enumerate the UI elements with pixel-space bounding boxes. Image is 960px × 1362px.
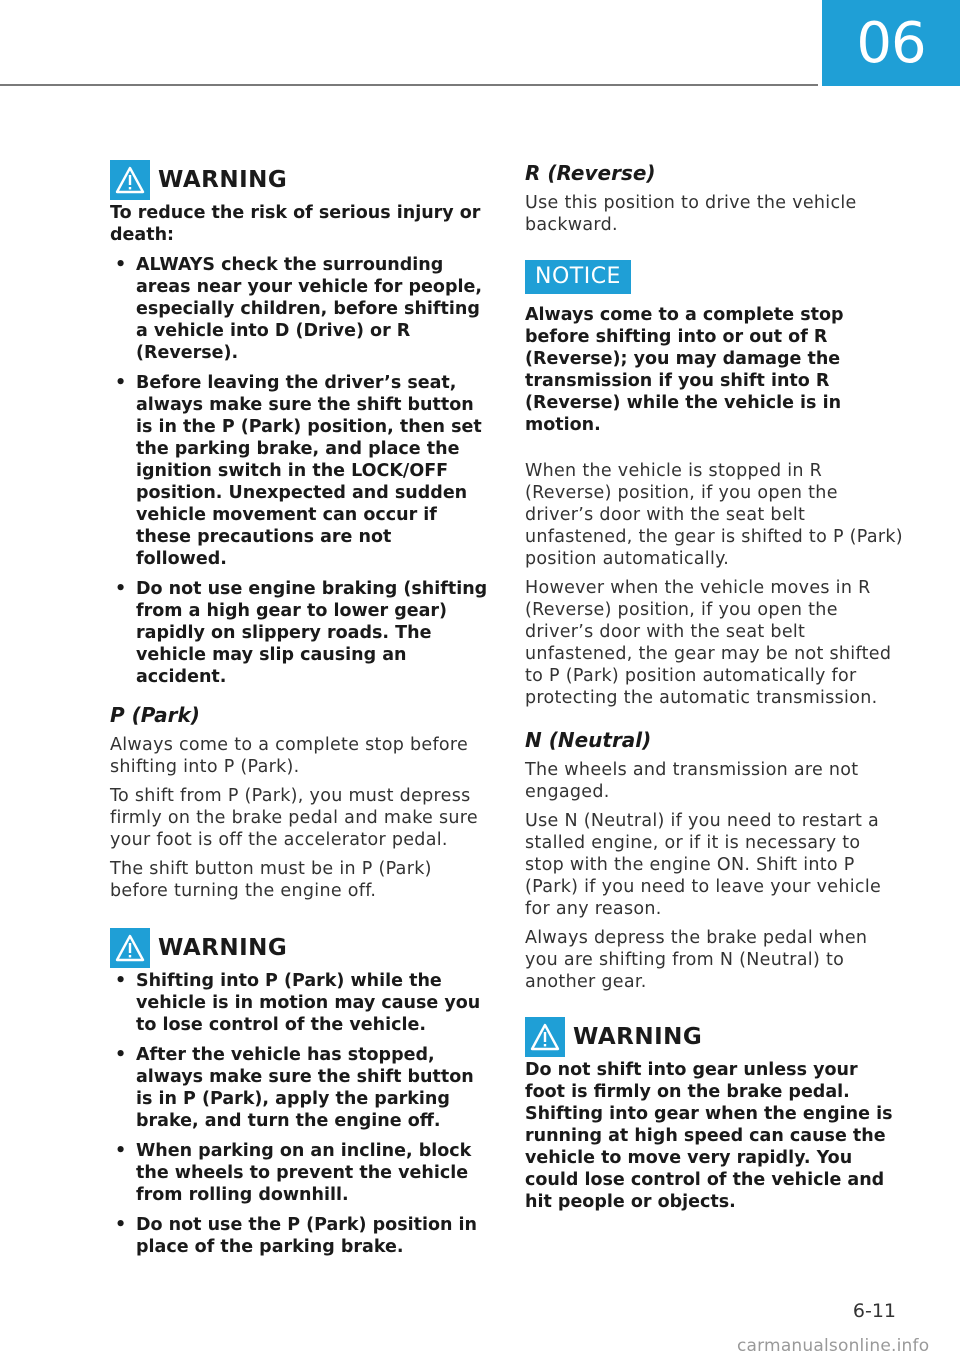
warning-bullet: • Before leaving the driver’s seat, always make sure the shift button is in the P (Park) position, then set the parking brake, and place the ignition switch in the LOCK/OFF position. Unexpected and sudden vehicle movement can occur if these precautions are not followed. [110, 372, 488, 570]
reverse-paragraph: However when the vehicle moves in R (Reverse) position, if you open the driver’s door with the seat belt unfastened, the gear may be not shifted to P (Park) position automatically for protecting the automatic transmission. [525, 578, 892, 708]
warning-header [110, 928, 488, 968]
left-column [110, 160, 488, 1266]
warning-bullets [110, 254, 488, 688]
page-number: 6-11 [852, 1300, 896, 1322]
section-title-neutral: N (Neutral) [525, 728, 652, 752]
warning-bullet: • Do not use engine braking (shifting from a high gear to lower gear) rapidly on slippery roads. The vehicle may slip causing an accident. [110, 578, 488, 688]
notice-box [525, 260, 903, 436]
section-title-park: P (Park) [110, 703, 200, 727]
right-column [525, 160, 903, 1213]
notice-label: NOTICE [525, 260, 631, 294]
warning-bullet: • When parking on an incline, block the wheels to prevent the vehicle from rolling downhill. [110, 1140, 488, 1206]
warning-text: Do not shift into gear unless your foot is firmly on the brake pedal. Shifting into gear when the engine is running at high speed can cause the vehicle to move very rapidly. You could lose control of the vehicle and hit people or objects. [525, 1060, 893, 1212]
warning-header [525, 1017, 903, 1057]
reverse-details [525, 460, 903, 709]
warning-bullet: • After the vehicle has stopped, always make sure the shift button is in P (Park), apply the parking brake, and turn the engine off. [110, 1044, 488, 1132]
warning-bullets [110, 970, 488, 1258]
warning-body [110, 970, 488, 1258]
warning-box-2 [110, 928, 488, 1258]
warning-bullet: • ALWAYS check the surrounding areas near your vehicle for people, especially children, before shifting a vehicle into D (Drive) or R (Reverse). [110, 254, 488, 364]
warning-title: WARNING [158, 935, 288, 961]
warning-bullet: • Shifting into P (Park) while the vehicle is in motion may cause you to lose control of the vehicle. [110, 970, 488, 1036]
reverse-paragraph: Use this position to drive the vehicle backward. [525, 193, 857, 235]
warning-title: WARNING [573, 1024, 703, 1050]
neutral-section [525, 727, 903, 993]
warning-title: WARNING [158, 167, 288, 193]
neutral-paragraph: The wheels and transmission are not engaged. [525, 760, 859, 802]
park-paragraph: The shift button must be in P (Park) before turning the engine off. [110, 859, 432, 901]
warning-header [110, 160, 488, 200]
watermark: carmanualsonline.info [737, 1336, 930, 1356]
park-paragraph: Always come to a complete stop before shifting into P (Park). [110, 735, 469, 777]
warning-triangle-icon [525, 1017, 565, 1057]
warning-intro: To reduce the risk of serious injury or death: [110, 203, 481, 245]
warning-triangle-icon [110, 160, 150, 200]
neutral-paragraph: Always depress the brake pedal when you are shifting from N (Neutral) to another gear. [525, 928, 868, 992]
chapter-tab: 06 [822, 0, 960, 86]
neutral-paragraph: Use N (Neutral) if you need to restart a stalled engine, or if it is necessary to stop with the engine ON. Shift into P (Park) if you need to leave your vehicle for any reason. [525, 811, 882, 919]
notice-text: Always come to a complete stop before shifting into or out of R (Reverse); you may damage the transmission if you shift into R (Reverse) while the vehicle is in motion. [525, 305, 844, 435]
header-rule [0, 84, 818, 86]
reverse-section [525, 160, 903, 236]
warning-box-1 [110, 160, 488, 688]
section-title-reverse: R (Reverse) [525, 161, 656, 185]
reverse-paragraph: When the vehicle is stopped in R (Reverse) position, if you open the driver’s door with the seat belt unfastened, the gear is shifted to P (Park) position automatically. [525, 461, 903, 569]
park-paragraph: To shift from P (Park), you must depress firmly on the brake pedal and make sure your foot is off the accelerator pedal. [110, 786, 478, 850]
park-section [110, 702, 488, 902]
warning-bullet: • Do not use the P (Park) position in place of the parking brake. [110, 1214, 488, 1258]
warning-box-3 [525, 1017, 903, 1213]
warning-body [110, 202, 488, 688]
warning-triangle-icon [110, 928, 150, 968]
